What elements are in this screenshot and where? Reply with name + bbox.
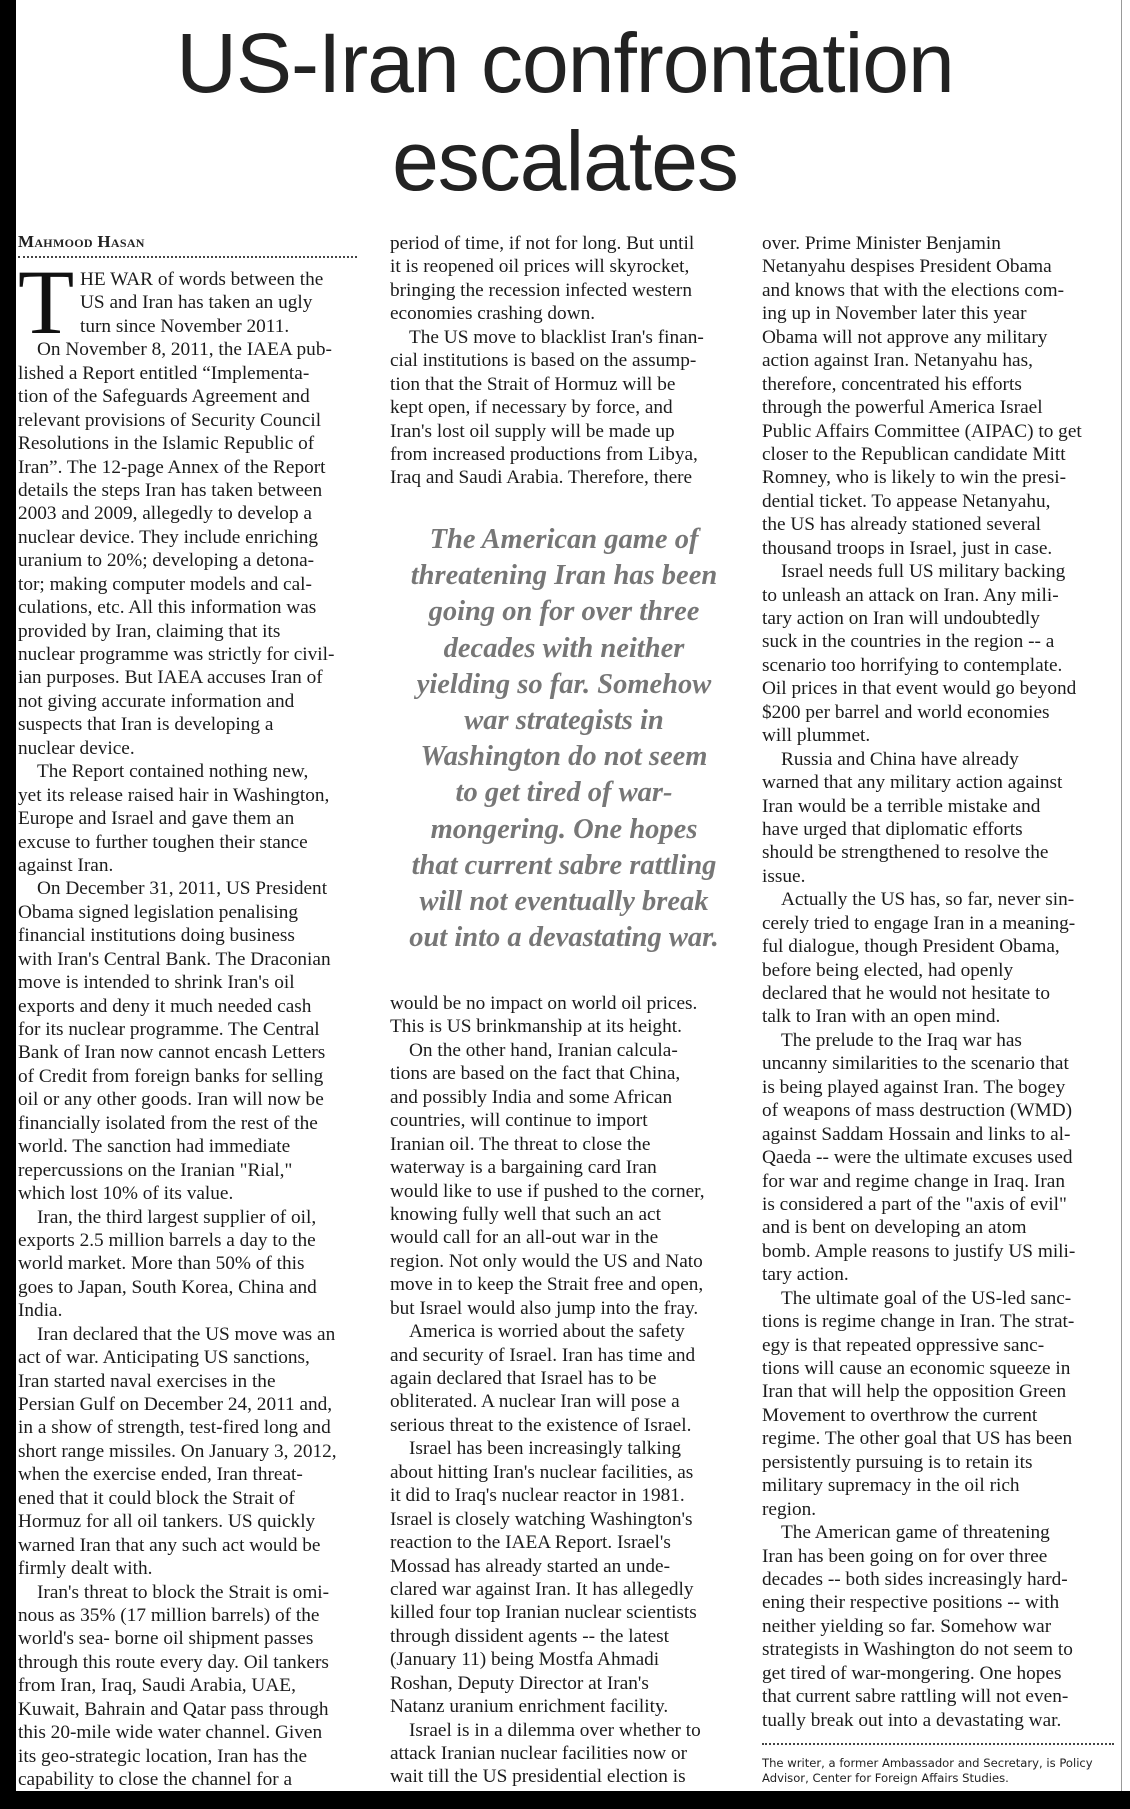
left-black-border <box>0 0 16 1809</box>
text-line: bringing the recession infected western <box>390 279 692 301</box>
text-line: and is bent on developing an atom <box>762 1217 1027 1239</box>
text-line: HE WAR of words between the <box>80 269 324 290</box>
text-line: with Iran's Central Bank. The Draconian <box>18 948 331 970</box>
text-line: yet its release raised hair in Washington, <box>18 784 330 806</box>
text-line: countries, will continue to import <box>390 1110 648 1132</box>
text-line: over. Prime Minister Benjamin <box>762 233 1001 254</box>
text-line: financially isolated from the rest of the <box>18 1112 318 1134</box>
paragraph <box>18 268 378 338</box>
text-line: region. <box>762 1498 817 1520</box>
pull-quote-line: threatening Iran has been <box>410 560 718 592</box>
text-line: get tired of war-mongering. One hopes <box>762 1662 1062 1684</box>
text-line: suspects that Iran is developing a <box>18 714 274 736</box>
text-line: and knows that with the elections com- <box>762 279 1065 301</box>
text-line: military supremacy in the oil rich <box>762 1475 1020 1497</box>
text-line: Iran's lost oil supply will be made up <box>390 420 675 442</box>
text-line: Movement to overthrow the current <box>762 1404 1038 1426</box>
pull-quote-line: decades with neither <box>443 632 685 664</box>
paragraph <box>18 1323 378 1581</box>
text-line: The Report contained nothing new, <box>37 761 309 783</box>
text-line: warned that any military action against <box>762 772 1063 794</box>
text-line: exports 2.5 million barrels a day to the <box>18 1229 316 1251</box>
text-line: nuclear device. They include enriching <box>18 526 318 548</box>
text-line: is considered a part of the "axis of evil" <box>762 1193 1067 1215</box>
text-line: from Iran, Iraq, Saudi Arabia, UAE, <box>18 1675 296 1697</box>
text-line: waterway is a bargaining card Iran <box>390 1157 657 1179</box>
drop-cap: T <box>18 251 75 353</box>
text-line: repercussions on the Iranian "Rial," <box>18 1159 293 1181</box>
text-line: tions is regime change in Iran. The strat- <box>762 1311 1075 1333</box>
text-line: ian purposes. But IAEA accuses Iran of <box>18 667 323 689</box>
paragraph <box>762 232 1120 560</box>
text-line: ening their respective positions -- with <box>762 1592 1060 1614</box>
text-line: obliterated. A nuclear Iran will pose a <box>390 1391 680 1413</box>
text-line: through dissident agents -- the latest <box>390 1625 669 1647</box>
paragraph <box>18 760 378 877</box>
pull-quote-line: to get tired of war- <box>455 777 673 809</box>
paragraph <box>762 560 1120 748</box>
text-line: would like to use if pushed to the corner, <box>390 1180 705 1202</box>
paragraph <box>18 877 378 1205</box>
text-line: lished a Report entitled “Implementa- <box>18 362 310 384</box>
article-column-2-top <box>390 232 740 490</box>
pull-quote-line: out into a devastating war. <box>409 922 719 954</box>
text-line: Resolutions in the Islamic Republic of <box>18 433 315 455</box>
paragraph <box>390 1039 740 1320</box>
text-line: it did to Iraq's nuclear reactor in 1981. <box>390 1485 685 1507</box>
text-line: The US move to blacklist Iran's finan- <box>409 326 704 348</box>
text-line: On November 8, 2011, the IAEA pub- <box>37 339 332 361</box>
text-line: warned Iran that any such act would be <box>18 1534 321 1556</box>
text-line: Mossad has already started an unde- <box>390 1555 671 1577</box>
text-line: and possibly India and some African <box>390 1086 673 1108</box>
text-line: scenario too horrifying to contemplate. <box>762 654 1063 676</box>
text-line: The American game of threatening <box>781 1522 1050 1544</box>
pull-quote-line: The American game of <box>429 524 699 555</box>
text-line: the US has already stationed several <box>762 514 1041 536</box>
text-line: persistently pursuing is to retain its <box>762 1451 1033 1473</box>
text-line: The ultimate goal of the US-led sanc- <box>781 1287 1072 1309</box>
paragraph <box>18 1581 378 1792</box>
text-line: Iran would be a terrible mistake and <box>762 795 1041 817</box>
text-line: Israel is closely watching Washington's <box>390 1508 693 1530</box>
text-line: Obama signed legislation penalising <box>18 901 299 923</box>
text-line: declared that he would not hesitate to <box>762 983 1051 1004</box>
text-line: against Saddam Hossain and links to al- <box>762 1123 1071 1145</box>
pull-quote-line: will not eventually break <box>419 886 709 918</box>
text-line: ing up in November later this year <box>762 303 1027 325</box>
paragraph <box>762 1029 1120 1287</box>
text-line: not giving accurate information and <box>18 690 295 712</box>
paragraph <box>390 1437 740 1718</box>
text-line: Natanz uranium enrichment facility. <box>390 1696 669 1718</box>
text-line: tions are based on the fact that China, <box>390 1063 681 1085</box>
text-line: issue. <box>762 865 806 887</box>
text-line: Persian Gulf on December 24, 2011 and, <box>18 1394 333 1415</box>
text-line: world market. More than 50% of this <box>18 1253 305 1275</box>
text-line: its geo-strategic location, Iran has the <box>18 1745 308 1767</box>
text-line: for its nuclear programme. The Central <box>18 1019 320 1040</box>
text-line: reaction to the IAEA Report. Israel's <box>390 1532 671 1554</box>
text-line: Iran, the third largest supplier of oil, <box>37 1206 317 1228</box>
right-page-rule <box>1121 0 1122 1791</box>
text-line: India. <box>18 1300 63 1322</box>
text-line: have urged that diplomatic efforts <box>762 818 1023 840</box>
text-line: tion of the Safeguards Agreement and <box>18 386 310 408</box>
text-line: closer to the Republican candidate Mitt <box>762 443 1066 465</box>
text-line: period of time, if not for long. But until <box>390 233 695 254</box>
text-line: oil or any other goods. Iran will now be <box>18 1089 324 1111</box>
text-line: and security of Israel. Iran has time and <box>390 1344 696 1366</box>
paragraph <box>762 748 1120 889</box>
text-line: ened that it could block the Strait of <box>18 1487 295 1509</box>
text-line: it is reopened oil prices will skyrocket, <box>390 256 690 278</box>
text-line: to unleash an attack on Iran. Any mili- <box>762 584 1059 606</box>
text-line: that current sabre rattling will not even- <box>762 1686 1069 1708</box>
text-line: Europe and Israel and gave them an <box>18 808 295 830</box>
text-line: bomb. Ample reasons to justify US mili- <box>762 1240 1076 1262</box>
text-line: The prelude to the Iraq war has <box>781 1029 1022 1051</box>
article-column-3 <box>762 232 1120 1732</box>
text-line: tor; making computer models and cal- <box>18 573 312 595</box>
author-note <box>762 1756 1122 1786</box>
text-line: of weapons of mass destruction (WMD) <box>762 1100 1073 1122</box>
text-line: This is US brinkmanship at its height. <box>390 1016 682 1038</box>
text-line: ful dialogue, though President Obama, <box>762 936 1060 958</box>
text-line: through the powerful America Israel <box>762 397 1043 419</box>
text-line: capability to close the channel for a <box>18 1769 293 1790</box>
text-line: suck in the countries in the region -- a <box>762 631 1055 653</box>
text-line: for war and regime change in Iraq. Iran <box>762 1170 1065 1192</box>
text-line: Iranian oil. The threat to close the <box>390 1133 651 1155</box>
text-line: neither yielding so far. Somehow war <box>762 1615 1052 1637</box>
text-line: Iran has been going on for over three <box>762 1545 1048 1567</box>
text-line: through this route every day. Oil tankers <box>18 1651 329 1673</box>
text-line: cial institutions is based on the assump- <box>390 350 697 372</box>
author-note-line: Advisor, Center for Foreign Affairs Studies. <box>762 1771 1009 1785</box>
text-line: should be strengthened to resolve the <box>762 842 1049 864</box>
text-line: Israel needs full US military backing <box>781 561 1066 583</box>
text-line: of Credit from foreign banks for selling <box>18 1065 324 1087</box>
text-line: uncanny similarities to the scenario that <box>762 1053 1069 1075</box>
paragraph <box>390 326 740 490</box>
text-line: Iran that will help the opposition Green <box>762 1381 1067 1403</box>
text-line: but Israel would also jump into the fray. <box>390 1297 699 1319</box>
bottom-black-border <box>0 1791 1130 1809</box>
paragraph <box>390 232 740 326</box>
pull-quote-line: war strategists in <box>464 705 664 737</box>
text-line: financial institutions doing business <box>18 925 295 947</box>
text-line: provided by Iran, claiming that its <box>18 620 281 642</box>
text-line: kept open, if necessary by force, and <box>390 397 673 419</box>
text-line: serious threat to the existence of Israel. <box>390 1414 692 1436</box>
pull-quote-line: that current sabre rattling <box>411 849 717 881</box>
text-line: will plummet. <box>762 725 871 747</box>
text-line: Netanyahu despises President Obama <box>762 256 1052 278</box>
text-line: about hitting Iran's nuclear facilities, as <box>390 1461 694 1483</box>
text-line: region. Not only would the US and Nato <box>390 1250 703 1272</box>
text-line: Public Affairs Committee (AIPAC) to get <box>762 420 1082 442</box>
text-line: is being played against Iran. The bogey <box>762 1076 1066 1098</box>
text-line: 2003 and 2009, allegedly to develop a <box>18 503 312 525</box>
text-line: egy is that repeated oppressive sanc- <box>762 1334 1045 1356</box>
text-line: Qaeda -- were the ultimate excuses used <box>762 1147 1073 1169</box>
text-line: exports and deny it much needed cash <box>18 995 312 1017</box>
text-line: in a show of strength, test-fired long and <box>18 1417 331 1439</box>
text-line: knowing fully well that such an act <box>390 1203 661 1225</box>
text-line: attack Iranian nuclear facilities now or <box>390 1743 688 1764</box>
text-line: clared war against Iran. It has allegedly <box>390 1578 694 1600</box>
text-line: uranium to 20%; developing a detona- <box>18 550 315 572</box>
text-line: Iran”. The 12-page Annex of the Report <box>18 456 326 478</box>
article-column-2-bottom <box>390 992 740 1789</box>
text-line: (January 11) being Mostfa Ahmadi <box>390 1649 660 1671</box>
text-line: Bank of Iran now cannot encash Letters <box>18 1042 326 1064</box>
paragraph <box>762 1287 1120 1521</box>
text-line: firmly dealt with. <box>18 1558 153 1580</box>
text-line: therefore, concentrated his efforts <box>762 373 1022 395</box>
article-column-1 <box>18 268 378 1791</box>
text-line: Russia and China have already <box>781 748 1019 770</box>
text-line: decades -- both sides increasingly hard- <box>762 1568 1068 1590</box>
text-line: turn since November 2011. <box>80 315 290 337</box>
pull-quote-line: yielding so far. Somehow <box>416 668 712 700</box>
text-line: action against Iran. Netanyahu has, <box>762 350 1033 372</box>
text-line: relevant provisions of Security Council <box>18 409 322 431</box>
text-line: wait till the US presidential election is <box>390 1766 686 1788</box>
text-line: would call for an all-out war in the <box>390 1227 659 1249</box>
paragraph <box>390 1719 740 1789</box>
text-line: which lost 10% of its value. <box>18 1183 234 1205</box>
author-note-line: The writer, a former Ambassador and Secretary, is Policy <box>762 1756 1093 1770</box>
headline-line: US-Iran confrontation <box>176 16 954 110</box>
text-line: short range missiles. On January 3, 2012, <box>18 1440 337 1462</box>
text-line: nuclear device. <box>18 737 135 759</box>
text-line: this 20-mile wide water channel. Given <box>18 1722 323 1744</box>
text-line: strategists in Washington do not seem to <box>762 1639 1073 1661</box>
headline-line: escalates <box>392 114 738 208</box>
text-line: Iraq and Saudi Arabia. Therefore, there <box>390 467 693 489</box>
pull-quote-line: going on for over three <box>428 596 700 628</box>
text-line: details the steps Iran has taken between <box>18 479 323 501</box>
text-line: excuse to further toughen their stance <box>18 831 308 853</box>
text-line: tions will cause an economic squeeze in <box>762 1358 1071 1379</box>
text-line: when the exercise ended, Iran threat- <box>18 1464 303 1486</box>
text-line: world's sea- borne oil shipment passes <box>18 1628 314 1650</box>
text-line: economies crashing down. <box>390 303 596 325</box>
text-line: Israel is in a dilemma over whether to <box>409 1719 701 1741</box>
text-line: before being elected, had openly <box>762 959 1014 981</box>
text-line: move is intended to shrink Iran's oil <box>18 972 295 994</box>
paragraph <box>18 338 378 760</box>
text-line: tion that the Strait of Hormuz will be <box>390 373 676 395</box>
text-line: Romney, who is likely to win the presi- <box>762 467 1066 489</box>
text-line: Israel has been increasingly talking <box>409 1438 681 1460</box>
text-line: tary action. <box>762 1264 849 1286</box>
text-line: goes to Japan, South Korea, China and <box>18 1276 317 1298</box>
paragraph <box>390 992 740 1039</box>
text-line: On the other hand, Iranian calcula- <box>409 1039 678 1061</box>
footer-dotted-divider <box>762 1743 1114 1745</box>
text-line: Hormuz for all oil tankers. US quickly <box>18 1511 316 1533</box>
text-line: Iran's threat to block the Strait is omi- <box>37 1581 330 1603</box>
text-line: from increased productions from Libya, <box>390 443 698 465</box>
text-line: world. The sanction had immediate <box>18 1136 291 1158</box>
text-line: killed four top Iranian nuclear scientists <box>390 1602 697 1624</box>
text-line: nous as 35% (17 million barrels) of the <box>18 1604 320 1626</box>
text-line: Iran started naval exercises in the <box>18 1370 276 1392</box>
text-line: regime. The other goal that US has been <box>762 1428 1073 1450</box>
text-line: tually break out into a devastating war. <box>762 1709 1062 1731</box>
paragraph <box>18 1206 378 1323</box>
text-line: Oil prices in that event would go beyond <box>762 678 1077 700</box>
text-line: thousand troops in Israel, just in case. <box>762 537 1053 559</box>
text-line: talk to Iran with an open mind. <box>762 1006 1001 1028</box>
text-line: America is worried about the safety <box>409 1321 685 1343</box>
text-line: Iran declared that the US move was an <box>37 1323 336 1345</box>
text-line: move in to keep the Strait free and open, <box>390 1274 704 1296</box>
text-line: culations, etc. All this information was <box>18 597 317 619</box>
text-line: would be no impact on world oil prices. <box>390 993 698 1014</box>
pull-quote-line: Washington do not seem <box>420 741 708 773</box>
paragraph <box>762 1521 1120 1732</box>
pull-quote-line: mongering. One hopes <box>430 813 698 845</box>
pull-quote <box>388 522 740 956</box>
text-line: On December 31, 2011, US President <box>37 878 328 900</box>
text-line: cerely tried to engage Iran in a meaning- <box>762 912 1076 934</box>
byline: Mahmood Hasan <box>18 232 145 251</box>
text-line: act of war. Anticipating US sanctions, <box>18 1347 310 1369</box>
text-line: again declared that Israel has to be <box>390 1368 657 1389</box>
text-line: nuclear programme was strictly for civil- <box>18 644 335 665</box>
text-line: US and Iran has taken an ugly <box>80 292 313 314</box>
text-line: tary action on Iran will undoubtedly <box>762 608 1040 629</box>
text-line: dential ticket. To appease Netanyahu, <box>762 490 1051 512</box>
text-line: against Iran. <box>18 854 114 876</box>
text-line: $200 per barrel and world economies <box>762 701 1050 723</box>
text-line: Actually the US has, so far, never sin- <box>781 889 1075 911</box>
text-line: Kuwait, Bahrain and Qatar pass through <box>18 1698 329 1720</box>
paragraph <box>762 888 1120 1029</box>
paragraph <box>390 1320 740 1437</box>
text-line: Roshan, Deputy Director at Iran's <box>390 1672 649 1694</box>
headline <box>40 14 1090 210</box>
text-line: Obama will not approve any military <box>762 326 1048 348</box>
